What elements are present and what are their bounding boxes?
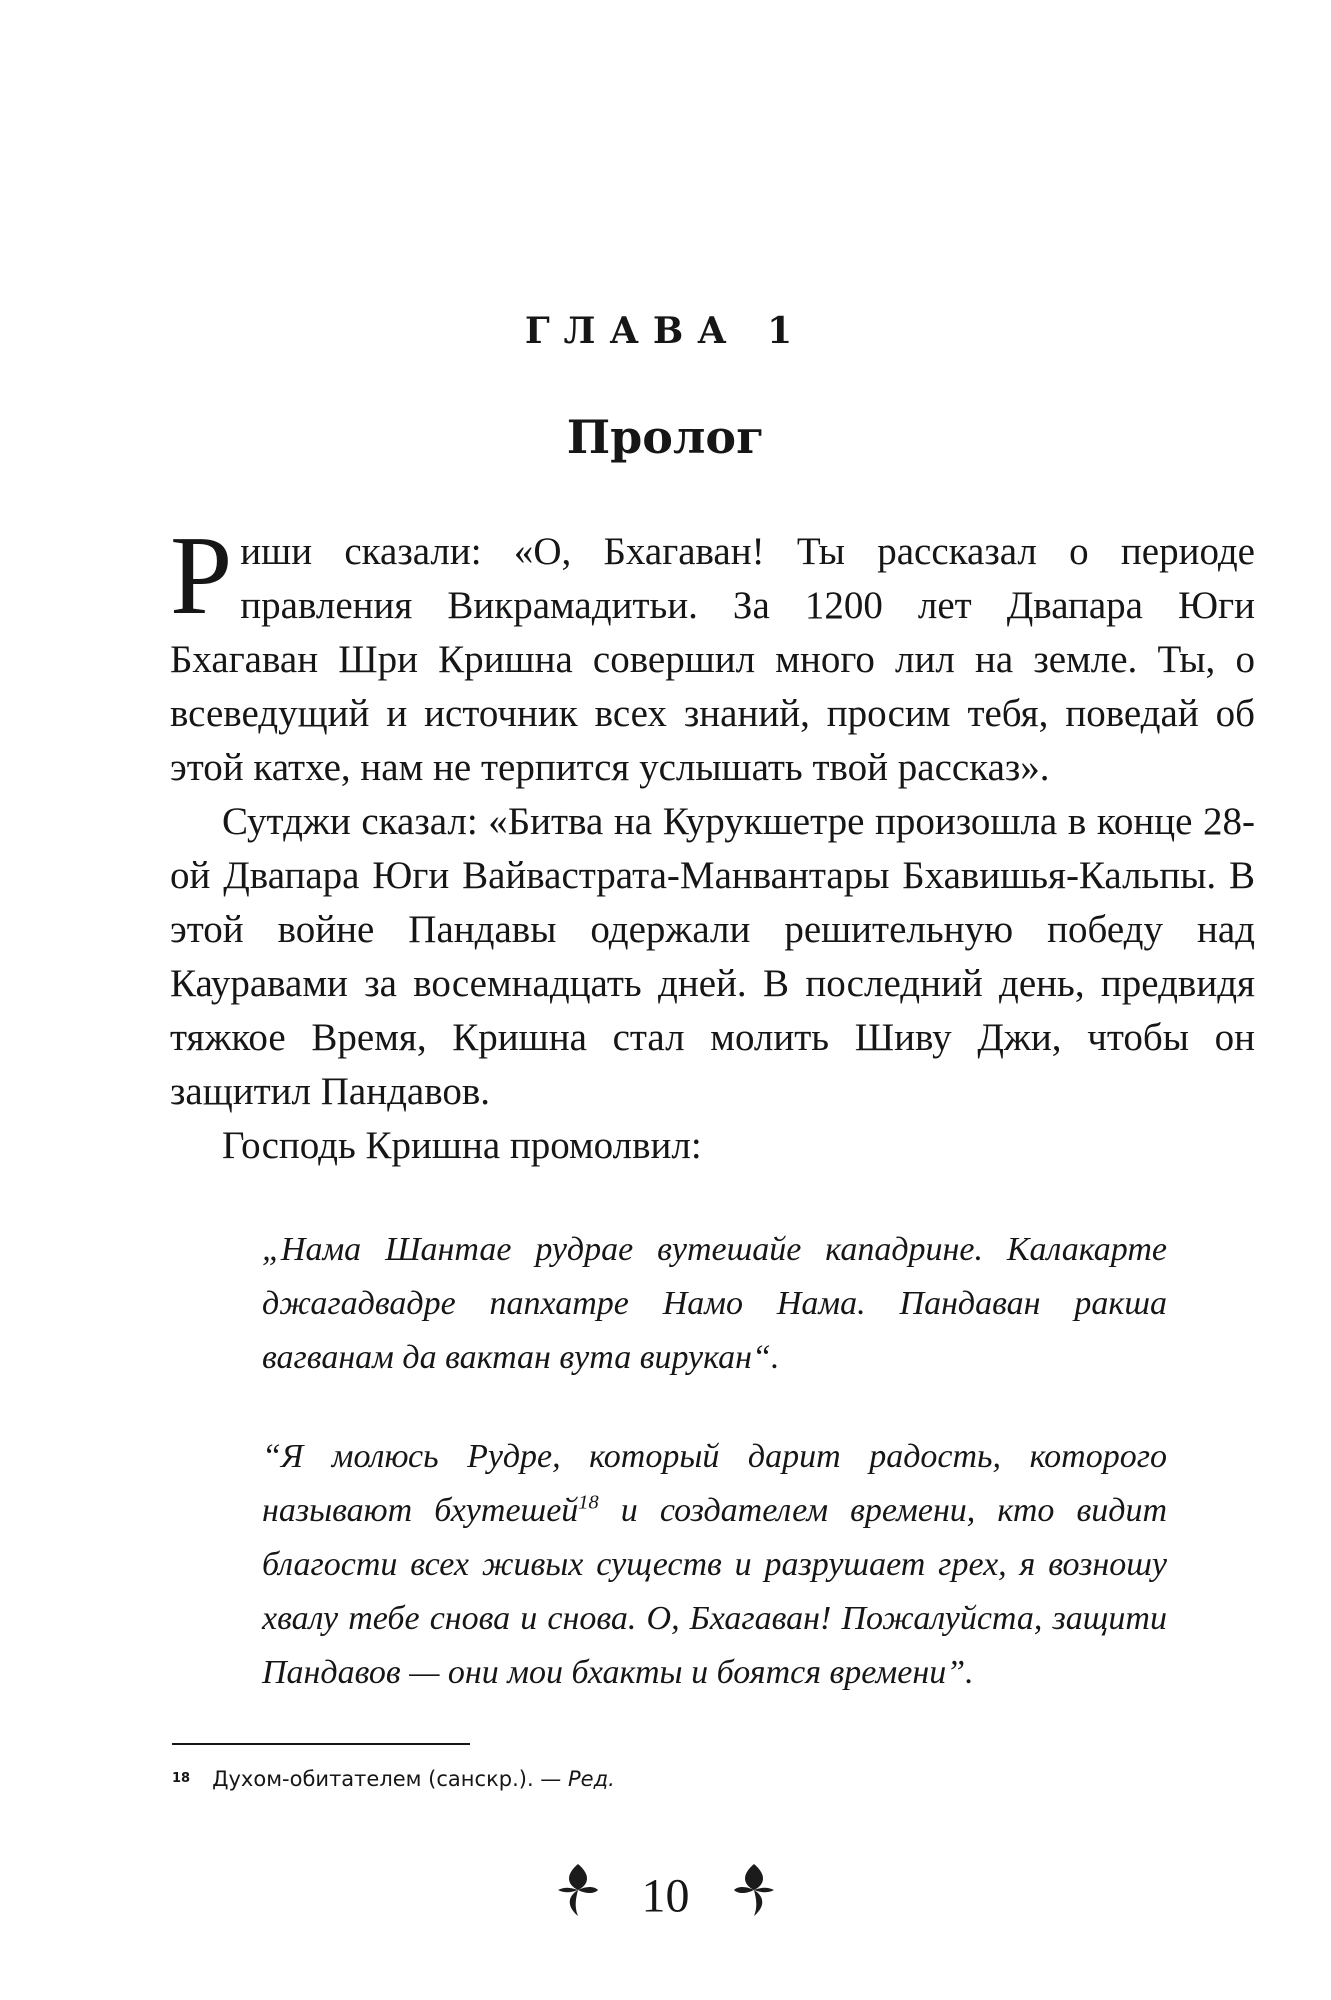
footnote-text: Духом-обитателем (санскр.). —	[212, 1767, 568, 1791]
fleuron-right-icon	[732, 1862, 776, 1930]
page-number: 10	[641, 1869, 690, 1923]
footnote	[172, 1764, 615, 1794]
chapter-title: Пролог	[566, 410, 765, 464]
chapter-label: ГЛАВА 1	[524, 310, 807, 352]
footnote-mark: 18	[172, 1771, 191, 1786]
page-footer	[0, 1862, 1331, 1930]
paragraph-1	[170, 514, 1255, 795]
mantra-quote: „Нама Шантае рудрае вутешайе кападрине. Калакарте джагадвадре папхатре Намо Нама. Пандаван ракша вагванам да вактан вута вирукан“.	[262, 1231, 1167, 1376]
drop-cap: Р	[170, 514, 233, 638]
paragraph-3: Господь Кришна промолвил:	[222, 1124, 702, 1167]
fleuron-left-icon	[556, 1862, 600, 1930]
footnote-divider	[172, 1743, 470, 1745]
paragraph-2: Сутджи сказал: «Битва на Курукшетре произошла в конце 28-ой Двапара Юги Вайвастрата-Манвантары Бхавишья-Кальпы. В этой войне Пандавы одержали решительную победу над Кауравами за восемнадцать дней. В последний день, предвидя тяжкое Время, Кришна стал молить Шиву Джи, чтобы он защитил Пандавов.	[170, 800, 1255, 1113]
footnote-reference[interactable]: 18	[578, 1491, 599, 1514]
translation-text-start: “Я молюсь Рудре, который дарит радость, которого называют бхутешей	[262, 1438, 1167, 1529]
footnote-editor: Ред.	[567, 1767, 615, 1791]
body-text	[170, 514, 1255, 1173]
translation-text-end: и создателем времени, кто видит благости всех живых существ и разрушает грех, я возношу хвалу тебе снова и снова. О, Бхагаван! Пожалуйста, защити Пандавов — они мои бхакты и боятся времени”.	[262, 1492, 1167, 1691]
paragraph-1-text: иши сказали: «О, Бхагаван! Ты рассказал о периоде правления Викрамадитьи. За 1200 лет Двапара Юги Бхагаван Шри Кришна совершил много лил на земле. Ты, о всеведущий и источник всех знаний, просим тебя, поведай об этой катхе, нам не терпится услышать твой рассказ».	[170, 530, 1255, 789]
translation-quote	[262, 1430, 1167, 1700]
